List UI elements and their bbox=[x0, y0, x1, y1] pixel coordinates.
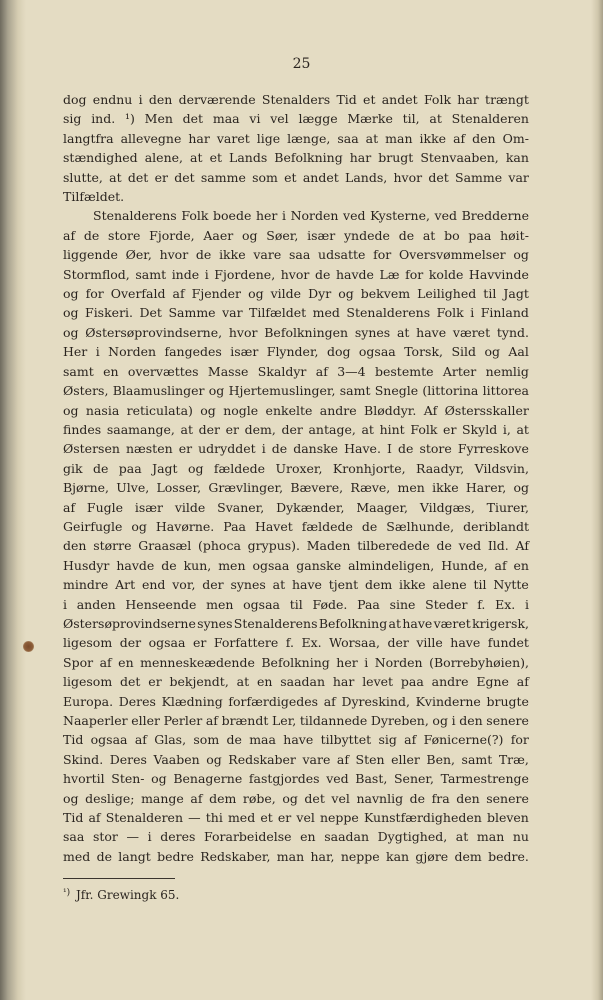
footnote-marker: ¹) bbox=[63, 888, 71, 898]
text-line: saa stor — i deres Forarbeidelse en saadan Dygtighed, at man nu bbox=[63, 829, 529, 845]
text-line: Bjørne, Ulve, Losser, Grævlinger, Bævere, Ræve, men ikke Harer, og bbox=[63, 480, 529, 496]
body-text bbox=[63, 90, 529, 866]
text-line: Skind. Deres Vaaben og Redskaber vare af Sten eller Ben, samt Træ, bbox=[63, 751, 529, 767]
page-edge-shadow bbox=[591, 0, 603, 1000]
text-line: liggende Øer, hvor de ikke vare saa udsatte for Oversvømmelser og bbox=[63, 247, 529, 263]
footnote bbox=[63, 888, 179, 902]
footnote-text: Jfr. Grewingk 65. bbox=[75, 888, 180, 902]
text-line: i anden Henseende men ogsaa til Føde. Paa sine Steder f. Ex. i bbox=[63, 596, 529, 612]
text-line: Husdyr havde de kun, men ogsaa ganske almindeligen, Hunde, af en bbox=[63, 557, 529, 573]
text-line: samt en overvættes Masse Skaldyr af 3—4 bestemte Arter nemlig bbox=[63, 363, 529, 379]
text-line: gik de paa Jagt og fældede Uroxer, Kronhjorte, Raadyr, Vildsvin, bbox=[63, 460, 529, 476]
text-line: og Fiskeri. Det Samme var Tilfældet med Stenalderens Folk i Finland bbox=[63, 305, 529, 321]
paper-stain bbox=[23, 641, 34, 652]
text-line: og nasia reticulata) og nogle enkelte andre Bløddyr. Af Østersskaller bbox=[63, 402, 529, 418]
text-line: Stenalderens Folk boede her i Norden ved Kysterne, ved Bredderne bbox=[93, 208, 529, 224]
text-line: Tilfældet. bbox=[63, 189, 125, 205]
text-line: hvortil Sten- og Benagerne fastgjordes ved Bast, Sener, Tarmestrenge bbox=[63, 771, 529, 787]
text-line: sig ind. ¹) Men det maa vi vel lægge Mærke til, at Stenalderen bbox=[63, 111, 529, 127]
text-line: findes saamange, at der er dem, der antage, at hint Folk er Skyld i, at bbox=[63, 421, 529, 437]
text-line: mindre Art end vor, der synes at have tjent dem ikke alene til Nytte bbox=[63, 577, 529, 593]
text-line: ligesom det er bekjendt, at en saadan har levet paa andre Egne af bbox=[63, 674, 529, 690]
text-line: Naaperler eller Perler af brændt Ler, tildannede Dyreben, og i den senere bbox=[63, 713, 529, 728]
text-line: og deslige; mange af dem røbe, og det vel navnlig de fra den senere bbox=[63, 790, 529, 806]
text-line: slutte, at det er det samme som et andet Lands, hvor det Samme var bbox=[63, 169, 529, 185]
text-line: af Fugle især vilde Svaner, Dykænder, Maager, Vildgæs, Tiurer, bbox=[63, 499, 529, 515]
text-line: Tid af Stenalderen — thi med et er vel neppe Kunstfærdigheden bleven bbox=[63, 810, 529, 826]
text-line: Spor af en menneskeædende Befolkning her i Norden (Borrebyhøien), bbox=[63, 654, 529, 670]
page-number: 25 bbox=[292, 56, 311, 72]
text-line: stændighed alene, at et Lands Befolkning har brugt Stenvaaben, kan bbox=[63, 150, 529, 166]
text-line: af de store Fjorde, Aaer og Søer, især yndede de at bo paa høit- bbox=[63, 227, 529, 243]
text-line: Europa. Deres Klædning forfærdigedes af Dyreskind, Kvinderne brugte bbox=[63, 693, 529, 709]
text-line: Tid ogsaa af Glas, som de maa have tilbyttet sig af Fønicerne(?) for bbox=[63, 732, 529, 748]
text-line: dog endnu i den derværende Stenalders Tid et andet Folk har trængt bbox=[63, 92, 529, 107]
text-line: og for Overfald af Fjender og vilde Dyr og bekvem Leilighed til Jagt bbox=[63, 286, 529, 302]
text-line: Østers, Blaamuslinger og Hjertemuslinger, samt Snegle (littorina littorea bbox=[63, 383, 529, 399]
text-line: og Østersøprovindserne, hvor Befolkningen synes at have været tynd. bbox=[63, 324, 529, 340]
text-line: langtfra allevegne har varet lige længe, saa at man ikke af den Om- bbox=[63, 130, 529, 146]
text-line: Geirfugle og Havørne. Paa Havet fældede de Sælhunde, deriblandt bbox=[63, 518, 529, 534]
text-line: ligesom der ogsaa er Forfattere f. Ex. Worsaa, der ville have fundet bbox=[63, 635, 529, 651]
text-line: Her i Norden fangedes især Flynder, dog ogsaa Torsk, Sild og Aal bbox=[63, 344, 529, 360]
text-line: Stormflod, samt inde i Fjordene, hvor de havde Læ for kolde Havvinde bbox=[63, 266, 529, 282]
footnote-divider bbox=[63, 878, 175, 879]
text-line: Østersøprovindserne synes Stenalderens Befolkning at have været krigersk, bbox=[63, 615, 529, 631]
text-line: den større Graasæl (phoca grypus). Maden tilberedede de ved Ild. Af bbox=[63, 538, 529, 554]
text-line: Østersen næsten er udryddet i de danske Have. I de store Fyrreskove bbox=[63, 441, 529, 457]
text-line: med de langt bedre Redskaber, man har, neppe kan gjøre dem bedre. bbox=[63, 848, 529, 864]
book-binding-shadow bbox=[0, 0, 26, 1000]
